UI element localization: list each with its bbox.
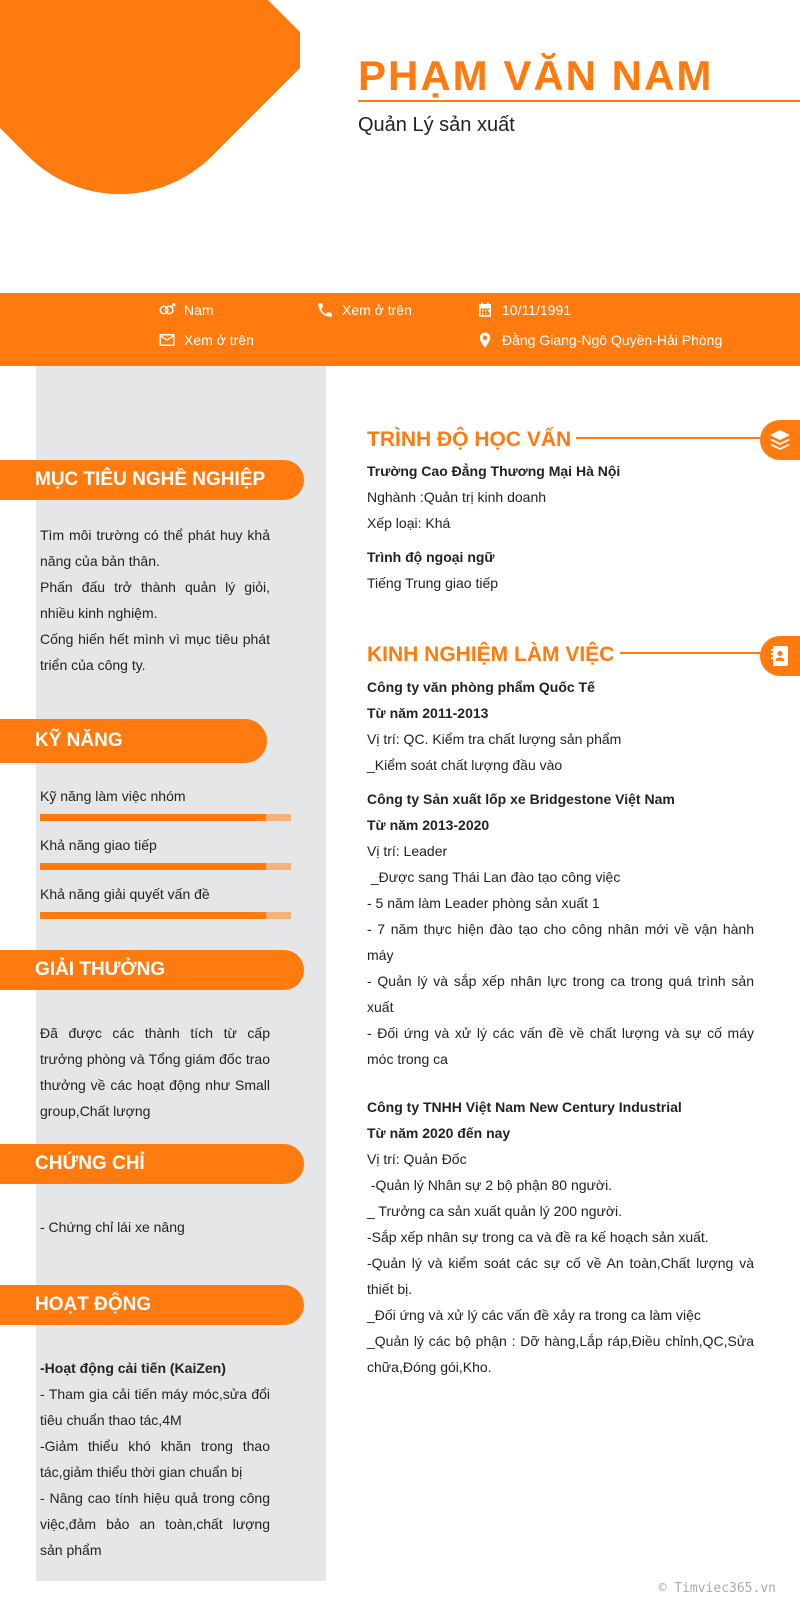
certificates-heading: CHỨNG CHỈ [0, 1144, 304, 1184]
activities-line: - Tham gia cải tiến máy móc,sửa đổi tiêu chuẩn thao tác,4M [40, 1386, 270, 1428]
objective-heading: MỤC TIÊU NGHỀ NGHIỆP [0, 460, 304, 500]
watermark: © Timviec365.vn [658, 1581, 776, 1596]
header-decoration [0, 0, 300, 260]
education-grade: Xếp loại: Khá [367, 515, 451, 531]
job-line: - Đối ứng và xử lý các vấn đề về chất lượng và sự cố máy móc trong ca [367, 1025, 754, 1067]
email-value: Xem ở trên [184, 332, 254, 348]
skill-bar [40, 912, 291, 919]
job-company: Công ty TNHH Việt Nam New Century Industrial [367, 1099, 682, 1115]
awards-text: Đã được các thành tích từ cấp trưởng phòng và Tổng giám đốc trao thưởng về các hoạt động như Small group,Chất lượng [40, 1025, 270, 1119]
objective-text [40, 522, 270, 678]
birthday-value: 10/11/1991 [502, 302, 572, 318]
education-badge [760, 420, 800, 460]
gender-icon [158, 301, 176, 319]
orange-shape [0, 0, 300, 248]
job-line: - 5 năm làm Leader phòng sản xuất 1 [367, 895, 600, 911]
certificates-text: - Chứng chỉ lái xe nâng [40, 1219, 185, 1235]
experience-divider [620, 652, 766, 654]
contact-card-icon [768, 644, 792, 668]
job-line: -Sắp xếp nhân sự trong ca và đề ra kế hoạch sản xuất. [367, 1229, 709, 1245]
job-line: _ Trưởng ca sản xuất quản lý 200 người. [367, 1203, 623, 1219]
education-major: Nghành :Quản trị kinh doanh [367, 489, 547, 505]
experience-badge [760, 636, 800, 676]
awards-heading: GIẢI THƯỞNG [0, 950, 304, 990]
contact-address [476, 331, 722, 349]
job-period: Từ năm 2011-2013 [367, 705, 489, 721]
job-line: _Đối ứng và xử lý các vấn đề xảy ra trong ca làm việc [367, 1307, 701, 1323]
job-line: Vị trí: Leader [367, 843, 448, 859]
contact-bar [0, 293, 800, 366]
phone-icon [316, 301, 334, 319]
job-line: Vị trí: QC. Kiểm tra chất lượng sản phẩm [367, 731, 622, 747]
education-heading: TRÌNH ĐỘ HỌC VẤN [367, 428, 572, 451]
job-line: Vị trí: Quản Đốc [367, 1151, 467, 1167]
education-divider [576, 437, 766, 439]
phone-value: Xem ở trên [342, 302, 412, 318]
contact-phone [316, 301, 412, 319]
education-content [367, 458, 754, 596]
job-period: Từ năm 2013-2020 [367, 817, 490, 833]
activities-heading: HOẠT ĐỘNG [0, 1285, 304, 1325]
activities-text [40, 1355, 270, 1563]
skill-bar-fill [40, 814, 266, 821]
skill-label: Kỹ năng làm việc nhóm [40, 788, 186, 804]
skills-heading: KỸ NĂNG [0, 719, 267, 763]
contact-birthday [476, 301, 571, 319]
activities-line: - Nâng cao tính hiệu quả trong công việc,đảm bảo an toàn,chất lượng sản phẩm [40, 1490, 270, 1558]
job-company: Công ty văn phòng phẩm Quốc Tế [367, 679, 595, 695]
skill-label: Khả năng giải quyết vấn đề [40, 886, 210, 902]
skill-bar [40, 814, 291, 821]
gender-value: Nam [184, 302, 214, 318]
activities-line: -Giảm thiểu khó khăn trong thao tác,giảm thiểu thời gian chuẩn bị [40, 1438, 270, 1480]
job-line: - Quản lý và sắp xếp nhân lực trong ca trong quá trình sản xuất [367, 973, 754, 1015]
job-line: _Kiểm soát chất lượng đầu vào [367, 757, 563, 773]
name-underline [358, 100, 800, 102]
location-icon [476, 331, 494, 349]
objective-line: Phấn đấu trở thành quản lý giỏi, nhiều kinh nghiệm. [40, 579, 270, 621]
job-company: Công ty Sản xuất lốp xe Bridgestone Việt Nam [367, 791, 675, 807]
address-value: Đằng Giang-Ngô Quyền-Hải Phòng [502, 332, 723, 348]
activities-subheading: -Hoạt động cải tiến (KaiZen) [40, 1360, 226, 1376]
skill-bar-fill [40, 863, 266, 870]
job-line: - 7 năm thực hiện đào tạo cho công nhân mới về vận hành máy [367, 921, 754, 963]
objective-line: Tìm môi trường có thể phát huy khả năng của bản thân. [40, 527, 270, 569]
experience-heading: KINH NGHIỆM LÀM VIỆC [367, 643, 615, 666]
job-line: -Quản lý và kiểm soát các sự cố về An toàn,Chất lượng và thiết bị. [367, 1255, 754, 1297]
language-heading: Trình độ ngoại ngữ [367, 549, 495, 565]
contact-email [158, 331, 254, 349]
experience-content [367, 674, 754, 1380]
skill-bar [40, 863, 291, 870]
skill-bar-fill [40, 912, 266, 919]
job-line: _Được sang Thái Lan đào tạo công việc [367, 869, 621, 885]
language-value: Tiếng Trung giao tiếp [367, 575, 499, 591]
education-school: Trường Cao Đẳng Thương Mại Hà Nội [367, 463, 621, 479]
job-line: _Quản lý các bộ phận : Dỡ hàng,Lắp ráp,Điều chỉnh,QC,Sửa chữa,Đóng gói,Kho. [367, 1333, 754, 1375]
candidate-name: PHẠM VĂN NAM [358, 52, 714, 99]
layers-icon [768, 428, 792, 452]
job-line: -Quản lý Nhân sự 2 bộ phận 80 người. [367, 1177, 613, 1193]
objective-line: Cống hiến hết mình vì mục tiêu phát triển của công ty. [40, 631, 270, 673]
email-icon [158, 331, 176, 349]
contact-gender [158, 301, 214, 319]
skill-label: Khả năng giao tiếp [40, 837, 157, 853]
job-title: Quản Lý sản xuất [358, 114, 515, 136]
job-period: Từ năm 2020 đến nay [367, 1125, 511, 1141]
calendar-icon [476, 301, 494, 319]
